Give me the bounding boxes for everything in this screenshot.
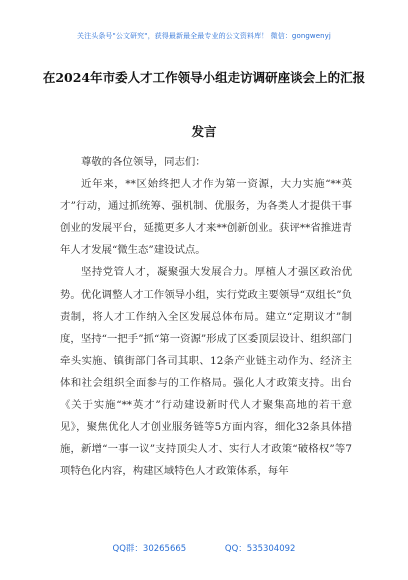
- paragraph: 坚持党管人才，凝聚强大发展合力。厚植人才强区政治优势。优化调整人才工作领导小组，实行党政主要领导“双组长”负责制，将人才工作纳入全区发展总体布局。建立“定期议才”制度，坚持“一把手”抓“第一资源”形成了区委顶层设计、组织部门牵头实施、镇街部门各司其职、12条产业链主动作为、经济主体和社会组织全面参与的工作格局。强化人才政策支持。出台《关于实施“**英才”行动建设新时代人才聚集高地的若干意见》，聚焦优化人才创业服务链等5方面内容，细化32条具体措施，新增“一事一议”支持顶尖人才、实行人才政策“破格权”等7项特色化内容，构建区域特色人才政策体系，每年: [60, 266, 352, 478]
- header-banner: 关注头条号"公文研究"，获得最新最全最专业的公文资料库！ 微信：gongwenyj: [77, 32, 331, 40]
- document-title: 在2024年市委人才工作领导小组走访调研座谈会上的汇报: [42, 70, 366, 85]
- footer-contact: [0, 542, 408, 554]
- qq-number: QQ：535304092: [224, 544, 296, 554]
- salutation: 尊敬的各位领导，同志们：: [81, 156, 206, 168]
- qq-group-number: QQ群：30265665: [112, 544, 187, 554]
- paragraph: 近年来，**区始终把人才作为第一资源，大力实施“**英才”行动，通过抓统筹、强机制、优服务，为各类人才提供干事创业的发展平台，延揽更多人才来**创新创业。获评**省推进青年人才发展“微生态”建设试点。: [60, 178, 352, 257]
- document-body: [60, 151, 352, 482]
- document-title-continued: 发言: [191, 124, 217, 139]
